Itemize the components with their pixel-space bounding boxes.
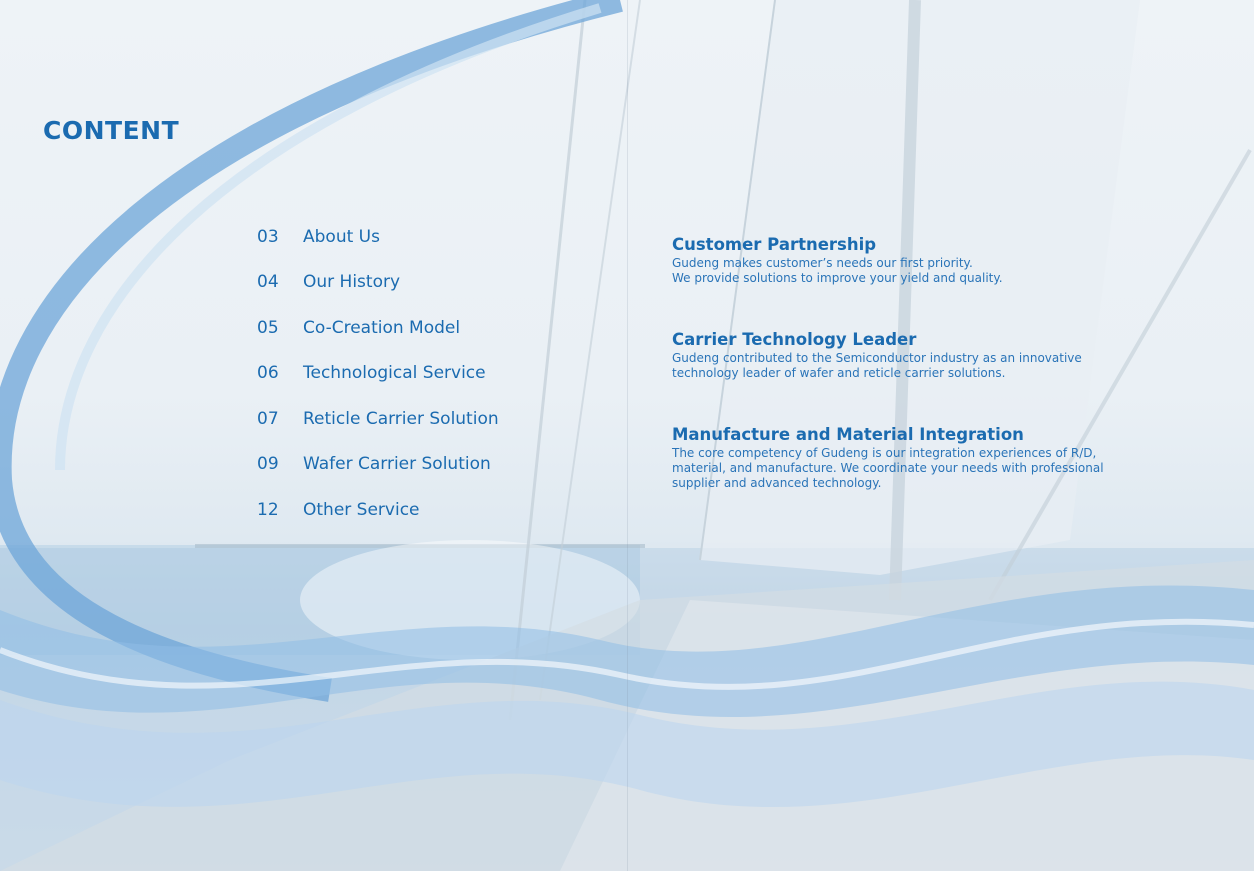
toc-page-number: 12 <box>257 499 279 520</box>
description-line: We provide solutions to improve your yield and quality. <box>672 271 1003 285</box>
description-line: Gudeng contributed to the Semiconductor industry as an innovative <box>672 351 1082 365</box>
description-line: material, and manufacture. We coordinate your needs with professional <box>672 461 1104 475</box>
toc-label: Technological Service <box>303 363 486 384</box>
feature-description <box>672 256 1152 286</box>
table-of-contents <box>257 214 499 533</box>
description-line: The core competency of Gudeng is our integration experiences of R/D, <box>672 446 1097 460</box>
feature-description <box>672 351 1152 381</box>
toc-page-number: 07 <box>257 408 279 429</box>
page-fold-line <box>627 0 628 871</box>
toc-page-number: 06 <box>257 363 279 384</box>
feature-manufacture-material-integration <box>672 425 1152 491</box>
toc-label: Wafer Carrier Solution <box>303 454 491 475</box>
toc-item[interactable] <box>257 260 499 306</box>
toc-item[interactable] <box>257 442 499 488</box>
toc-item[interactable] <box>257 351 499 397</box>
toc-item[interactable] <box>257 214 499 260</box>
toc-page-number: 09 <box>257 454 279 475</box>
toc-page-number: 03 <box>257 226 279 247</box>
toc-label: Reticle Carrier Solution <box>303 408 499 429</box>
feature-heading: Manufacture and Material Integration <box>672 425 1024 444</box>
toc-item[interactable] <box>257 396 499 442</box>
toc-label: Co-Creation Model <box>303 317 461 338</box>
toc-item[interactable] <box>257 305 499 351</box>
toc-label: About Us <box>303 226 380 247</box>
toc-item[interactable] <box>257 487 499 533</box>
description-line: supplier and advanced technology. <box>672 476 882 490</box>
page-title: CONTENT <box>43 116 180 145</box>
toc-label: Other Service <box>303 499 420 520</box>
feature-customer-partnership <box>672 235 1152 286</box>
description-line: Gudeng makes customer’s needs our first priority. <box>672 256 973 270</box>
feature-heading: Customer Partnership <box>672 235 877 254</box>
feature-description <box>672 446 1152 491</box>
feature-carrier-technology-leader <box>672 330 1152 381</box>
toc-page-number: 04 <box>257 272 279 293</box>
toc-page-number: 05 <box>257 317 279 338</box>
feature-heading: Carrier Technology Leader <box>672 330 917 349</box>
description-line: technology leader of wafer and reticle carrier solutions. <box>672 366 1006 380</box>
toc-label: Our History <box>303 272 401 293</box>
